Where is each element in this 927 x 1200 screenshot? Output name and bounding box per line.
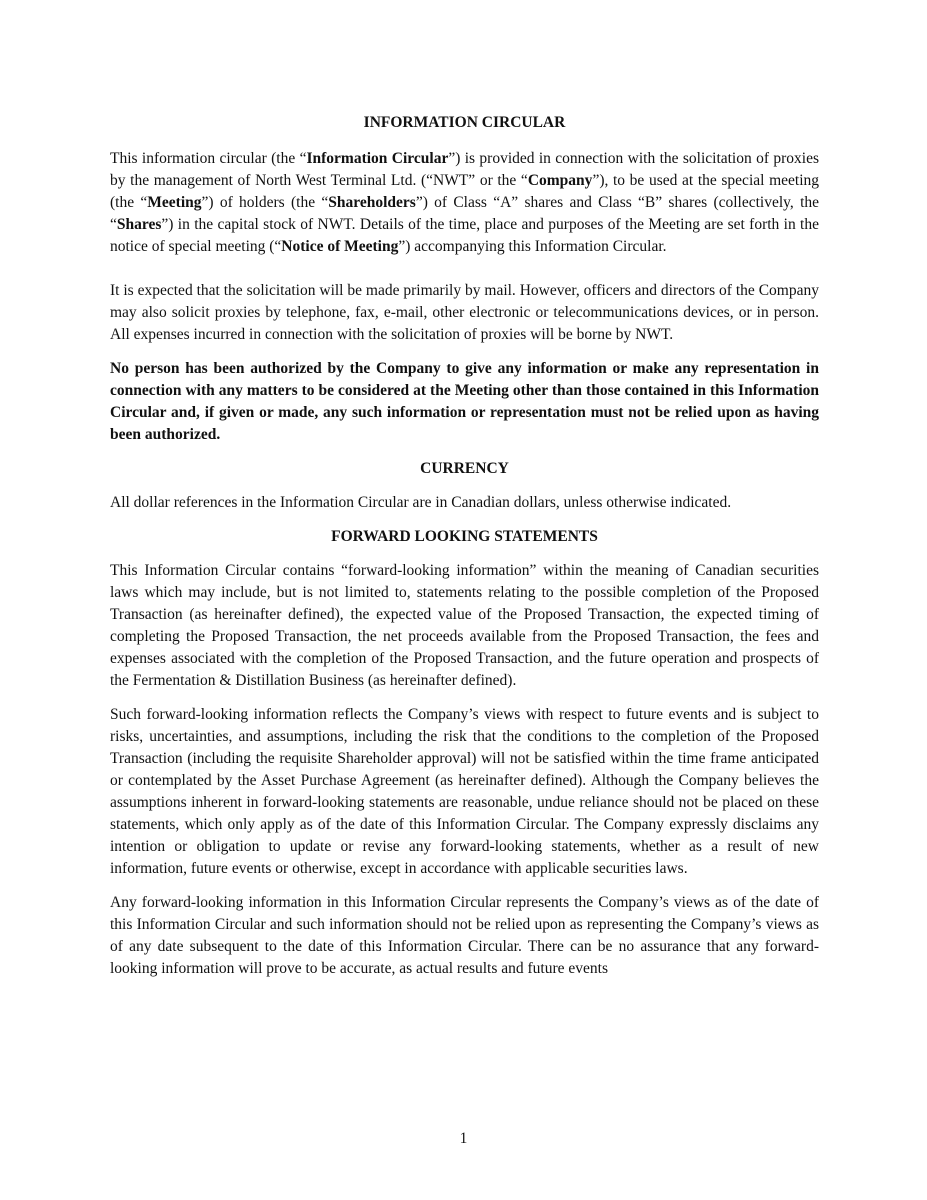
intro-text-4: ”) of holders (the “ [201, 194, 329, 211]
page-number: 1 [459, 1130, 468, 1147]
intro-text-1: This information circular (the “ [110, 150, 307, 167]
forward-looking-paragraph-1: This Information Circular contains “forward-looking information” within the meaning of Canadian securities laws which may include, but is not limited to, statements relating to the possible completion of the Proposed Transaction (as hereinafter defined), the expected value of the Proposed Transaction, the expected timing of completing the Proposed Transaction, the net proceeds available from the Proposed Transaction, the fees and expenses associated with the completion of the Proposed Transaction, and the future operation and prospects of the Fermentation & Distillation Business (as hereinafter defined). [110, 562, 819, 689]
document-title: INFORMATION CIRCULAR [363, 114, 566, 131]
intro-paragraph-2: It is expected that the solicitation will be made primarily by mail. However, officers and directors of the Company may also solicit proxies by telephone, fax, e-mail, other electronic or telecommunications devices, or in person. All expenses incurred in connection with the solicitation of proxies will be borne by NWT. [110, 282, 819, 343]
forward-looking-paragraph-2: Such forward-looking information reflects the Company’s views with respect to future events and is subject to risks, uncertainties, and assumptions, including the risk that the conditions to the completion of the Proposed Transaction (including the requisite Shareholder approval) will not be satisfied within the time frame anticipated or contemplated by the Asset Purchase Agreement (as hereinafter defined). Although the Company believes the assumptions inherent in forward-looking statements are reasonable, undue reliance should not be placed on these statements, which only apply as of the date of this Information Circular. The Company expressly disclaims any intention or obligation to update or revise any forward-looking statements, whether as a result of new information, future events or otherwise, except in accordance with applicable securities laws. [110, 706, 819, 877]
intro-paragraph-1 [110, 148, 819, 258]
defined-term-information-circular: Information Circular [306, 150, 449, 167]
currency-heading: CURRENCY [420, 460, 509, 477]
intro-text-6: ”) in the capital stock of NWT. Details of the time, place and purposes of the Meeting are set forth in the notice of special meeting (“ [110, 216, 819, 255]
document-page [110, 112, 819, 980]
forward-looking-paragraph-3: Any forward-looking information in this Information Circular represents the Company’s views as of the date of this Information Circular and such information should not be relied upon as representing the Company’s views as of any date subsequent to the date of this Information Circular. There can be no assurance that any forward-looking information will prove to be accurate, as actual results and future events [110, 894, 819, 977]
defined-term-meeting: Meeting [147, 194, 202, 211]
defined-term-shareholders: Shareholders [328, 194, 416, 211]
defined-term-shares: Shares [116, 216, 162, 233]
defined-term-notice-of-meeting: Notice of Meeting [281, 238, 399, 255]
intro-text-2: ”) is provided in connection with the solicitation of proxies by the management of North West Terminal Ltd. (“NWT” or the “ [110, 150, 820, 189]
defined-term-company: Company [527, 172, 593, 189]
intro-text-7: ”) accompanying this Information Circular. [398, 238, 667, 255]
currency-paragraph: All dollar references in the Information Circular are in Canadian dollars, unless otherwise indicated. [110, 494, 732, 511]
intro-text-5: ”) of Class “A” shares and Class “B” shares (collectively, the “ [110, 194, 820, 233]
intro-paragraph-3-disclaimer: No person has been authorized by the Company to give any information or make any representation in connection with any matters to be considered at the Meeting other than those contained in this Information Circular and, if given or made, any such information or representation must not be relied upon as having been authorized. [110, 360, 819, 443]
forward-looking-heading: FORWARD LOOKING STATEMENTS [331, 528, 598, 545]
intro-text-3: ”), to be used at the special meeting (the “ [110, 172, 819, 211]
